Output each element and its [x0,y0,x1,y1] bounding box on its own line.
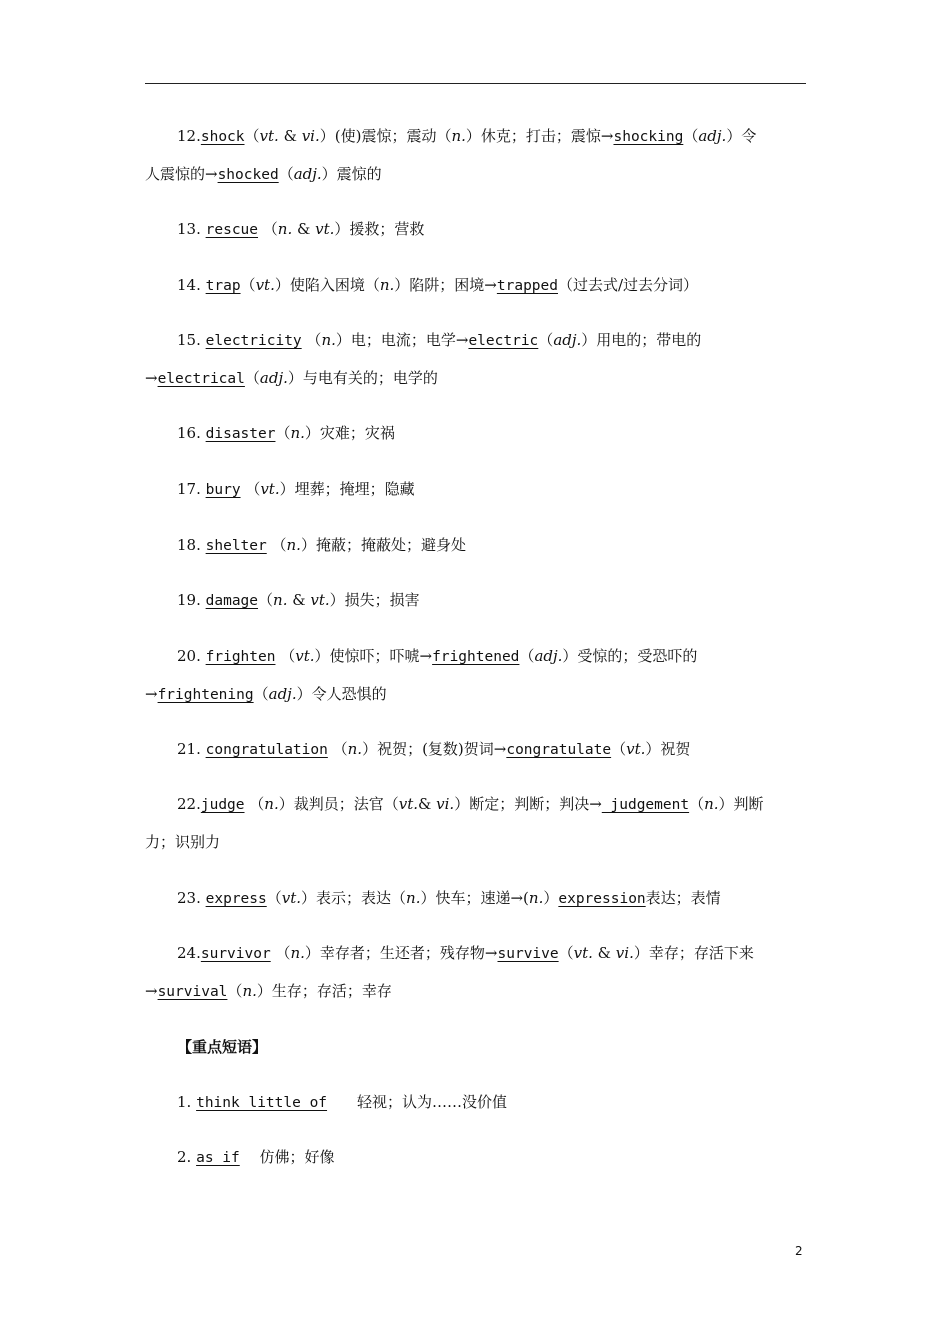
part-of-speech: adj. [553,331,582,349]
vocab-entry-13 [145,935,806,1011]
vocab-entry-7 [145,527,806,565]
entry-text: 力；识别力 [145,833,221,851]
part-of-speech: vt. [310,591,330,609]
answer-term: shocking [613,129,684,145]
part-of-speech: vt. [626,740,646,758]
entry-text: ）休克；打击；震惊→ [465,127,614,145]
entry-text: 21. [177,740,206,758]
entry-text: （ [258,591,274,609]
entry-text: （过去式/过去分词） [557,276,699,294]
answer-term: damage [205,593,259,609]
entry-text: 仿佛；好像 [239,1148,335,1166]
entry-line [145,824,806,861]
entry-line [145,360,806,398]
entry-text: ）掩蔽；掩蔽处；避身处 [300,536,466,554]
answer-term: congratulation [205,742,328,758]
answer-term: frighten [205,649,276,665]
entry-text: ）损失；损害 [329,591,420,609]
entry-text: 轻视；认为……没价值 [327,1093,508,1111]
entry-text: 24. [177,944,201,962]
part-of-speech: vt. [398,795,419,813]
entry-text: ）断定；判断；判决→ [454,795,602,813]
section-heading-key-phrases: 【重点短语】 [177,1038,268,1056]
vocab-entry-3 [145,267,806,305]
entry-text: 18. [177,536,206,554]
entry-line [145,638,806,676]
entry-text: & [287,591,311,609]
entry-text: （ [270,944,291,962]
entry-text: （ [266,889,282,907]
entry-line [145,582,806,620]
answer-term: think little of [196,1095,328,1111]
part-of-speech: vt. [259,127,279,145]
part-of-speech: adj. [293,165,322,183]
entry-text: 1. [177,1093,197,1111]
entry-text: 表达；表情 [645,889,721,907]
vocab-entry-1 [145,118,806,194]
entry-text: 12. [177,127,201,145]
entry-text: （ [278,165,294,183]
entry-line [145,211,806,249]
entry-text: ）用电的；带电的 [581,331,702,349]
entry-text: （ [266,536,287,554]
answer-term: disaster [205,426,276,442]
part-of-speech: n. [286,536,301,554]
phrase-entry-1 [145,1084,806,1122]
entry-text: （ [301,331,322,349]
part-of-speech: n. [264,795,279,813]
part-of-speech: vt. [295,647,315,665]
part-of-speech: n. [290,944,305,962]
part-of-speech: n. [273,591,288,609]
entry-text: ）生存；存活；幸存 [256,982,392,1000]
entry-text: ）电；电流；电学→ [335,331,469,349]
entry-text: 2. [177,1148,197,1166]
answer-term: electrical [157,371,245,387]
entry-text: （ [253,685,269,703]
entry-text: ）灾难；灾祸 [304,424,395,442]
entry-text: & [592,944,616,962]
entry-text: ）令 [726,127,757,145]
answer-term: bury [205,482,241,498]
entry-text: ）快车；速递→( [420,889,529,907]
answer-term: survivor [200,946,271,962]
answer-term: expression [558,891,646,907]
part-of-speech: n. [242,982,257,1000]
entry-text: 16. [177,424,206,442]
entry-text: ）援救；营救 [334,220,425,238]
part-of-speech: vt. [260,480,280,498]
answer-term: survive [497,946,559,962]
entry-text: ） [543,889,559,907]
entry-text: → [145,369,158,387]
entry-text: （ [227,982,243,1000]
entry-text: ）震惊的 [321,165,382,183]
answer-term: rescue [205,222,259,238]
part-of-speech: n. [528,889,544,907]
entry-text: 19. [177,591,206,609]
part-of-speech: vi. [436,795,455,813]
page-number: 2 [795,1244,803,1258]
entry-text: （ [689,795,705,813]
entry-line [145,935,806,973]
answer-term: shock [200,129,245,145]
entry-line [145,731,806,769]
entry-text: ）埋葬；掩埋；隐藏 [279,480,415,498]
entry-text: 22. [177,795,201,813]
entry-text: & [418,795,437,813]
part-of-speech: n. [347,740,363,758]
part-of-speech: n. [321,331,336,349]
entry-text: ）祝贺 [645,740,691,758]
part-of-speech: vi. [615,944,634,962]
entry-text: ）幸存；存活下来 [633,944,754,962]
answer-term: electricity [205,333,302,349]
entry-line [145,267,806,305]
part-of-speech: vt. [281,889,302,907]
entry-line [145,676,806,714]
answer-term: survival [157,984,228,1000]
part-of-speech: adj. [268,685,297,703]
entry-line [145,471,806,509]
entry-text: （ [558,944,574,962]
part-of-speech: vi. [301,127,320,145]
entry-text: （ [538,331,554,349]
part-of-speech: n. [290,424,305,442]
entry-text: ）表示；表达（ [301,889,407,907]
entry-text: ）裁判员；法官（ [278,795,399,813]
entry-line [145,1084,806,1122]
header-rule [145,83,806,84]
vocab-entry-4 [145,322,806,398]
entry-text: （ [244,369,260,387]
entry-text: ）陷阱；困境→ [394,276,497,294]
entry-text: （ [519,647,535,665]
entry-text: → [145,685,158,703]
entry-text: 13. [177,220,206,238]
entry-line [145,880,806,918]
part-of-speech: vt. [315,220,335,238]
entry-text: ）使陷入困境（ [274,276,380,294]
part-of-speech: n. [406,889,421,907]
vocab-entry-6 [145,471,806,509]
entry-text: （ [240,480,261,498]
entry-text: ）令人恐惧的 [296,685,387,703]
part-of-speech: adj. [534,647,563,665]
entry-text: （ [683,127,699,145]
vocab-entry-9 [145,638,806,714]
part-of-speech: vt. [255,276,275,294]
vocab-entry-2 [145,211,806,249]
entry-text: 人震惊的→ [145,165,218,183]
entry-text: （ [327,740,348,758]
entry-line [145,527,806,565]
entry-text: ）使惊吓；吓唬→ [314,647,433,665]
part-of-speech: vt. [573,944,593,962]
entry-line [145,322,806,360]
answer-term: as if [196,1150,240,1166]
part-of-speech: adj. [259,369,288,387]
answer-term: shocked [217,167,279,183]
entry-text: 20. [177,647,206,665]
entry-text: （ [258,220,278,238]
answer-term: congratulate [506,742,612,758]
entry-text: 15. [177,331,206,349]
entry-text: ）受惊的；受恐吓的 [562,647,698,665]
entry-text: → [145,982,158,1000]
entry-line [145,415,806,453]
entry-line [145,118,806,156]
answer-term: trapped [496,278,558,294]
entry-text: （ [244,795,265,813]
answer-term: express [205,891,267,907]
entry-text: （ [275,424,291,442]
answer-term: judge [200,797,245,813]
entry-text: ）判断 [718,795,764,813]
part-of-speech: n. [704,795,719,813]
entry-text: （ [611,740,627,758]
entry-text: （ [244,127,260,145]
vocab-entry-8 [145,582,806,620]
entry-text: ）与电有关的；电学的 [287,369,438,387]
entry-text: ）(使)震惊；震动（ [319,127,452,145]
part-of-speech: adj. [698,127,727,145]
answer-term: electric [468,333,539,349]
answer-term: frightening [157,687,254,703]
vocab-entry-12 [145,880,806,918]
part-of-speech: n. [379,276,395,294]
entry-text: & [278,127,302,145]
part-of-speech: n. [277,220,293,238]
entry-text: & [292,220,316,238]
vocab-entry-11 [145,786,806,861]
entry-text: 14. [177,276,206,294]
entry-line [145,786,806,824]
entry-text: ）祝贺；(复数)贺词→ [362,740,507,758]
answer-term: shelter [205,538,267,554]
answer-term: judgement [601,797,690,813]
phrase-entry-2 [145,1139,806,1177]
answer-term: trap [205,278,241,294]
answer-term: frightened [432,649,520,665]
entry-text: 17. [177,480,206,498]
vocab-entry-10 [145,731,806,769]
vocab-entry-5 [145,415,806,453]
part-of-speech: n. [451,127,466,145]
entry-line [145,1139,806,1177]
entry-text: 23. [177,889,206,907]
entry-text: ）幸存者；生还者；残存物→ [304,944,498,962]
entry-line [145,973,806,1011]
entry-text: （ [275,647,296,665]
entry-text: （ [240,276,256,294]
entry-line [145,156,806,194]
